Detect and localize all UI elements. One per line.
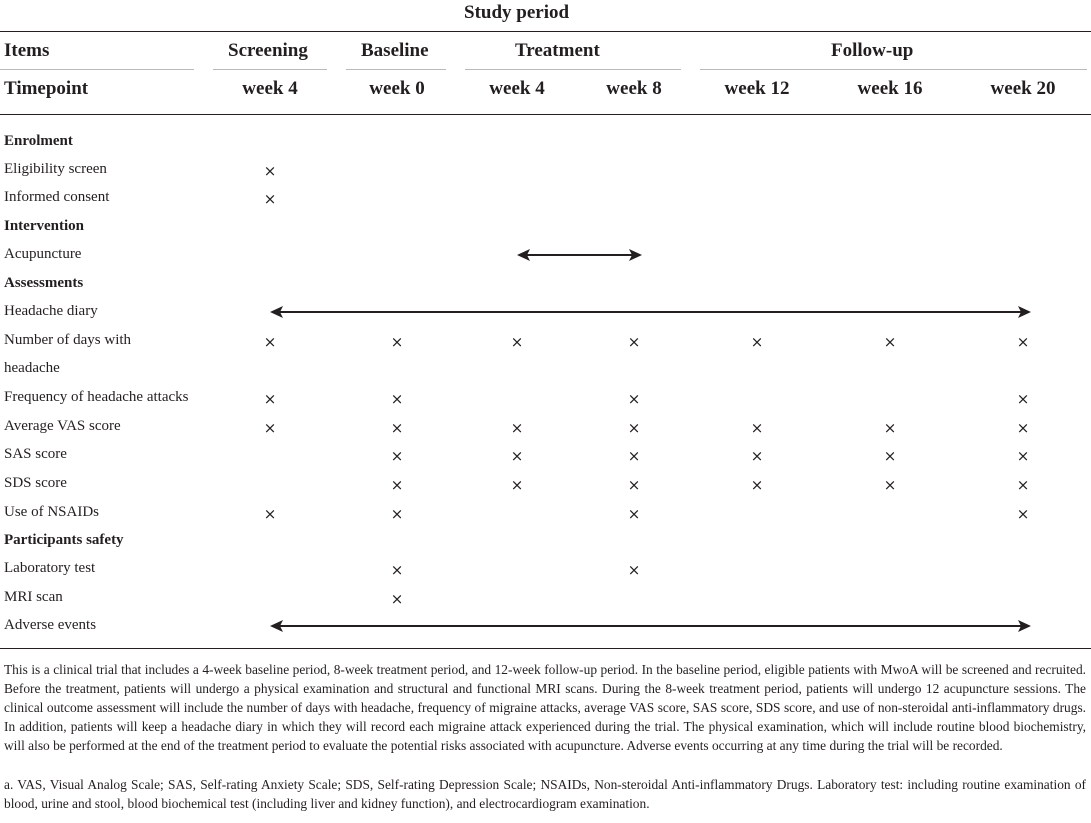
mark-x: × <box>1016 447 1030 465</box>
mark-x: × <box>750 476 764 494</box>
phase-follow-up: Follow-up <box>831 40 914 61</box>
footnote-abbreviations: a. VAS, Visual Analog Scale; SAS, Self-rating Anxiety Scale; SDS, Self-rating Depression Scale; NSAIDs, Non-steroidal Anti-inflammatory Drugs. Laboratory test: including routine examination of blood, urine and stool, blood biochemical test (including liver and kidney function), and electrocardiogram examination. <box>4 777 1086 811</box>
row-label: SAS score <box>4 446 67 462</box>
row-label: Number of days with <box>4 332 132 348</box>
mark-x: × <box>510 333 524 351</box>
mark-x: × <box>750 419 764 437</box>
mark-x: × <box>390 419 404 437</box>
section-heading: Participants safety <box>4 532 124 548</box>
row-label: Adverse events <box>4 617 97 633</box>
timepoint-6: week 20 <box>990 78 1056 99</box>
row-label: Headache diary <box>4 303 98 319</box>
mark-x: × <box>390 590 404 608</box>
mark-x: × <box>390 447 404 465</box>
row-label: SDS score <box>4 475 67 491</box>
duration-arrow <box>517 249 642 261</box>
timepoint-0: week 4 <box>242 78 298 99</box>
mark-x: × <box>390 505 404 523</box>
mark-x: × <box>750 447 764 465</box>
section-heading: Assessments <box>4 275 84 291</box>
mark-x: × <box>510 419 524 437</box>
mark-x: × <box>390 333 404 351</box>
row-label: Average VAS score <box>4 418 121 434</box>
phase-screening: Screening <box>228 40 308 61</box>
mark-x: × <box>627 476 641 494</box>
mark-x: × <box>390 390 404 408</box>
phase-baseline: Baseline <box>361 40 429 61</box>
timepoint-5: week 16 <box>857 78 923 99</box>
timepoint-4: week 12 <box>724 78 790 99</box>
mark-x: × <box>1016 476 1030 494</box>
mark-x: × <box>390 476 404 494</box>
mark-x: × <box>883 419 897 437</box>
mark-x: × <box>627 333 641 351</box>
section-heading: Enrolment <box>4 133 73 149</box>
mark-x: × <box>627 561 641 579</box>
mark-x: × <box>627 390 641 408</box>
phase-treatment: Treatment <box>515 40 600 61</box>
row-label: Eligibility screen <box>4 161 107 177</box>
timepoint-header: Timepoint <box>4 78 89 99</box>
mark-x: × <box>390 561 404 579</box>
mark-x: × <box>263 333 277 351</box>
footnote-paragraph: This is a clinical trial that includes a 4-week baseline period, 8-week treatment period, and 12-week follow-up period. In the baseline period, eligible patients with MwoA will be screened and recruited. Before the treatment, patients will undergo a physical examination and structural and functional MRI scans. During the 8-week treatment period, patients will undergo 12 acupuncture sessions. The clinical outcome assessment will include the number of days with headache, frequency of migraine attacks, average VAS score, SAS score, SDS score, and use of non-steroidal anti-inflammatory drugs. In addition, patients will keep a headache diary in which they will record each migraine attack experienced during the trial. The physical examination, which will include routine blood biochemistry, will also be performed at the end of the treatment period to evaluate the potential risks associated with acupuncture. Adverse events occurring at any time during the trial will be recorded. <box>4 662 1086 753</box>
mark-x: × <box>263 505 277 523</box>
duration-arrow <box>270 620 1031 632</box>
mark-x: × <box>627 505 641 523</box>
duration-arrow <box>270 306 1031 318</box>
mark-x: × <box>1016 333 1030 351</box>
row-label: Informed consent <box>4 189 110 205</box>
timepoint-3: week 8 <box>606 78 662 99</box>
mark-x: × <box>750 333 764 351</box>
row-label: Acupuncture <box>4 246 82 262</box>
mark-x: × <box>883 447 897 465</box>
timepoint-2: week 4 <box>489 78 545 99</box>
mark-x: × <box>263 419 277 437</box>
row-label-continued: headache <box>4 360 60 376</box>
mark-x: × <box>1016 505 1030 523</box>
mark-x: × <box>883 333 897 351</box>
mark-x: × <box>510 447 524 465</box>
section-heading: Intervention <box>4 218 84 234</box>
row-label: Use of NSAIDs <box>4 504 99 520</box>
mark-x: × <box>883 476 897 494</box>
mark-x: × <box>627 419 641 437</box>
mark-x: × <box>263 162 277 180</box>
mark-x: × <box>510 476 524 494</box>
items-header: Items <box>4 40 50 61</box>
table-title: Study period <box>464 2 570 23</box>
row-label: Laboratory test <box>4 560 96 576</box>
mark-x: × <box>1016 390 1030 408</box>
timepoint-1: week 0 <box>369 78 425 99</box>
mark-x: × <box>627 447 641 465</box>
mark-x: × <box>263 390 277 408</box>
mark-x: × <box>263 190 277 208</box>
row-label: MRI scan <box>4 589 63 605</box>
mark-x: × <box>1016 419 1030 437</box>
row-label: Frequency of headache attacks <box>4 389 189 405</box>
